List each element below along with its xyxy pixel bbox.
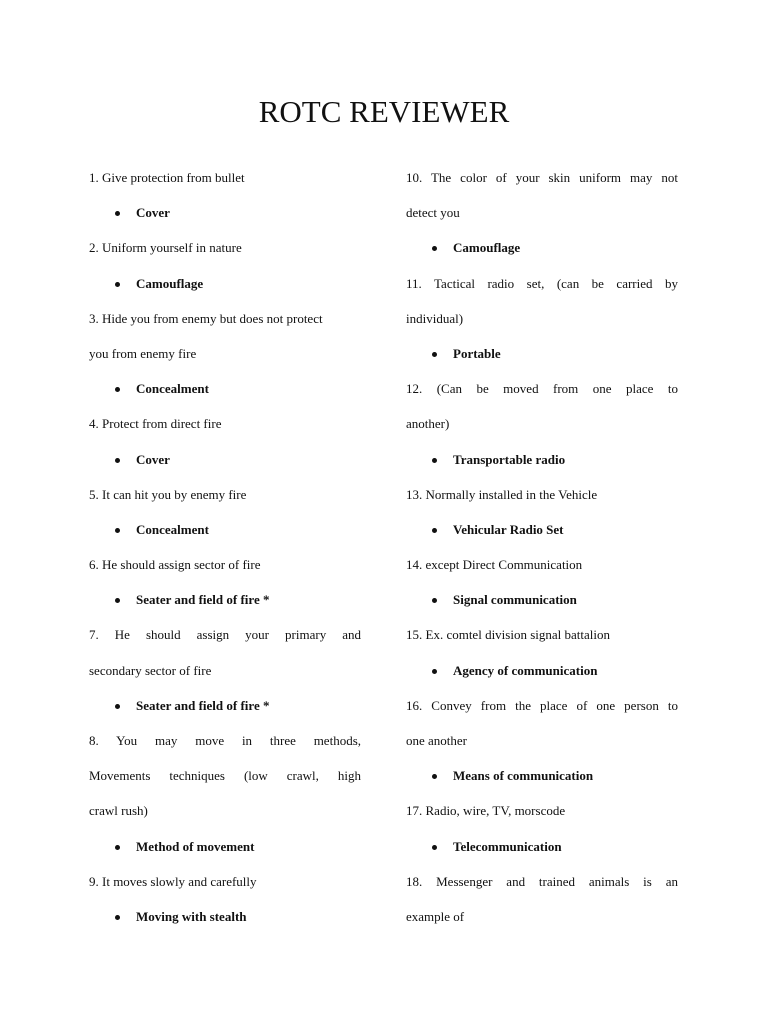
question-line: 16. Convey from the place of one person to	[406, 697, 678, 713]
answer-bullet: Cover	[89, 195, 361, 230]
question-line: 18. Messenger and trained animals is an	[406, 873, 678, 889]
question-line: 12. (Can be moved from one place to	[406, 381, 678, 397]
answer-bullet: Camouflage	[89, 266, 361, 301]
question-line: 15. Ex. comtel division signal battalion	[406, 627, 611, 643]
question-line: 17. Radio, wire, TV, morscode	[406, 803, 566, 819]
question-line: one another	[406, 733, 468, 748]
answer-bullet: Camouflage	[406, 230, 678, 265]
question-line: 2. Uniform yourself in nature	[89, 240, 242, 256]
question-line: 9. It moves slowly and carefully	[89, 873, 257, 889]
page-title: ROTC REVIEWER	[258, 94, 510, 129]
question-line: 7. He should assign your primary and	[89, 627, 361, 643]
answer-bullet: Moving with stealth	[89, 899, 361, 934]
question-line: 11. Tactical radio set, (can be carried by	[406, 275, 678, 291]
answer-bullet: Method of movement	[89, 829, 361, 864]
answer-bullet: Agency of communication	[406, 653, 678, 688]
answer-bullet: Concealment	[89, 371, 361, 406]
question-line: crawl rush)	[89, 803, 148, 819]
question-line: 3. Hide you from enemy but does not protect	[89, 310, 323, 326]
answer-bullet: Means of communication	[406, 758, 678, 793]
question-line: 4. Protect from direct fire	[89, 416, 222, 432]
question-line: you from enemy fire	[89, 345, 197, 361]
question-line: another)	[406, 416, 450, 432]
question-line: 5. It can hit you by enemy fire	[89, 486, 247, 502]
answer-bullet: Seater and field of fire *	[89, 582, 361, 617]
question-line: secondary sector of fire	[89, 662, 212, 678]
question-line: 1. Give protection from bullet	[89, 170, 245, 185]
answer-bullet: Telecommunication	[406, 829, 678, 864]
answer-bullet: Transportable radio	[406, 442, 678, 477]
question-line: 13. Normally installed in the Vehicle	[406, 486, 598, 502]
question-line: 14. except Direct Communication	[406, 557, 583, 573]
right-column	[406, 160, 678, 934]
question-line: Movements techniques (low crawl, high	[89, 768, 361, 784]
question-line: individual)	[406, 310, 464, 326]
answer-bullet: Cover	[89, 442, 361, 477]
answer-bullet: Concealment	[89, 512, 361, 547]
question-line: detect you	[406, 205, 460, 221]
question-line: 6. He should assign sector of fire	[89, 557, 261, 573]
left-column	[89, 160, 361, 934]
answer-bullet: Vehicular Radio Set	[406, 512, 678, 547]
answer-bullet: Signal communication	[406, 582, 678, 617]
answer-bullet: Portable	[406, 336, 678, 371]
question-line: 10. The color of your skin uniform may not	[406, 170, 678, 185]
question-line: 8. You may move in three methods,	[89, 733, 361, 748]
answer-bullet: Seater and field of fire *	[89, 688, 361, 723]
question-line: example of	[406, 908, 465, 924]
